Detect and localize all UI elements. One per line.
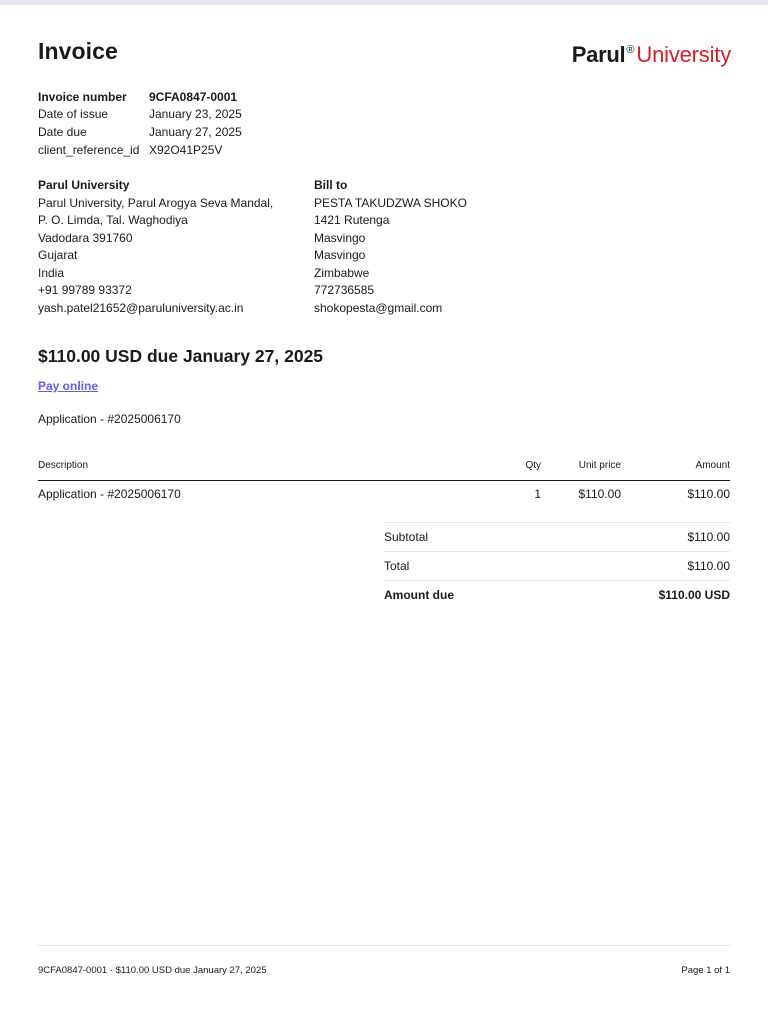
meta-value: January 27, 2025 <box>149 124 242 139</box>
item-qty: 1 <box>534 487 541 501</box>
invoice-meta <box>38 88 242 158</box>
totals-label: Amount due <box>384 588 454 602</box>
bill-to-phone: 772736585 <box>314 283 375 297</box>
logo-registered-mark: ® <box>626 44 635 56</box>
totals-value: $110.00 <box>687 559 730 573</box>
bill-to-line: PESTA TAKUDZWA SHOKO <box>314 195 467 210</box>
invoice-memo: Application - #2025006170 <box>38 412 181 426</box>
sender-email: yash.patel21652@paruluniversity.ac.in <box>38 300 244 315</box>
totals-label: Total <box>384 559 410 573</box>
meta-label: client_reference_id <box>38 142 140 157</box>
meta-row-date-of-issue <box>38 106 242 124</box>
totals-row-total <box>384 551 730 580</box>
logo-suffix: University <box>636 42 731 67</box>
column-header-unit-price: Unit price <box>578 460 621 471</box>
totals-block <box>384 522 730 609</box>
bill-to-heading: Bill to <box>314 178 348 192</box>
sender-line: Vadodara 391760 <box>38 230 133 245</box>
sender-line: P. O. Limda, Tal. Waghodiya <box>38 213 188 227</box>
pay-online-link[interactable]: Pay online <box>38 379 99 393</box>
sender-line: Gujarat <box>38 248 78 262</box>
footer-divider <box>38 945 730 946</box>
bill-to-address <box>314 177 467 317</box>
sender-heading: Parul University <box>38 178 130 192</box>
bill-to-email: shokopesta@gmail.com <box>314 300 443 315</box>
meta-row-client-reference <box>38 141 242 159</box>
totals-value: $110.00 <box>687 530 730 544</box>
column-header-amount: Amount <box>695 460 730 471</box>
amount-due-summary: $110.00 USD due January 27, 2025 <box>38 346 324 366</box>
footer-summary: 9CFA0847-0001 · $110.00 USD due January 27, 2025 <box>38 965 267 976</box>
meta-label: Date of issue <box>38 107 109 122</box>
totals-row-subtotal <box>384 522 730 551</box>
item-description: Application - #2025006170 <box>38 487 181 501</box>
item-amount: $110.00 <box>687 487 730 501</box>
bill-to-line: Masvingo <box>314 248 366 262</box>
totals-row-amount-due <box>384 580 730 609</box>
column-header-description: Description <box>38 460 89 471</box>
meta-row-invoice-number <box>38 88 242 106</box>
meta-row-date-due <box>38 123 242 141</box>
bill-to-line: 1421 Rutenga <box>314 213 390 227</box>
sender-address <box>38 177 273 317</box>
page-number: Page 1 of 1 <box>681 965 730 976</box>
meta-label: Invoice number <box>38 89 127 104</box>
logo-brand: Parul <box>571 42 626 67</box>
sender-line: Parul University, Parul Arogya Seva Mandal, <box>38 195 274 210</box>
column-header-qty: Qty <box>525 460 541 471</box>
totals-label: Subtotal <box>384 530 429 544</box>
totals-value: $110.00 USD <box>658 588 730 602</box>
table-header <box>38 456 730 481</box>
university-logo <box>572 36 731 69</box>
table-row <box>38 481 730 507</box>
item-unit-price: $110.00 <box>578 487 621 501</box>
meta-label: Date due <box>38 124 87 139</box>
sender-line: India <box>38 265 65 280</box>
bill-to-line: Masvingo <box>314 230 366 245</box>
meta-value: 9CFA0847-0001 <box>149 89 238 104</box>
top-accent-bar <box>0 0 768 5</box>
meta-value: X92O41P25V <box>149 142 223 157</box>
meta-value: January 23, 2025 <box>149 107 242 122</box>
line-items-table <box>38 456 730 507</box>
page-title: Invoice <box>38 38 118 64</box>
bill-to-line: Zimbabwe <box>314 265 370 280</box>
sender-phone: +91 99789 93372 <box>38 283 132 297</box>
